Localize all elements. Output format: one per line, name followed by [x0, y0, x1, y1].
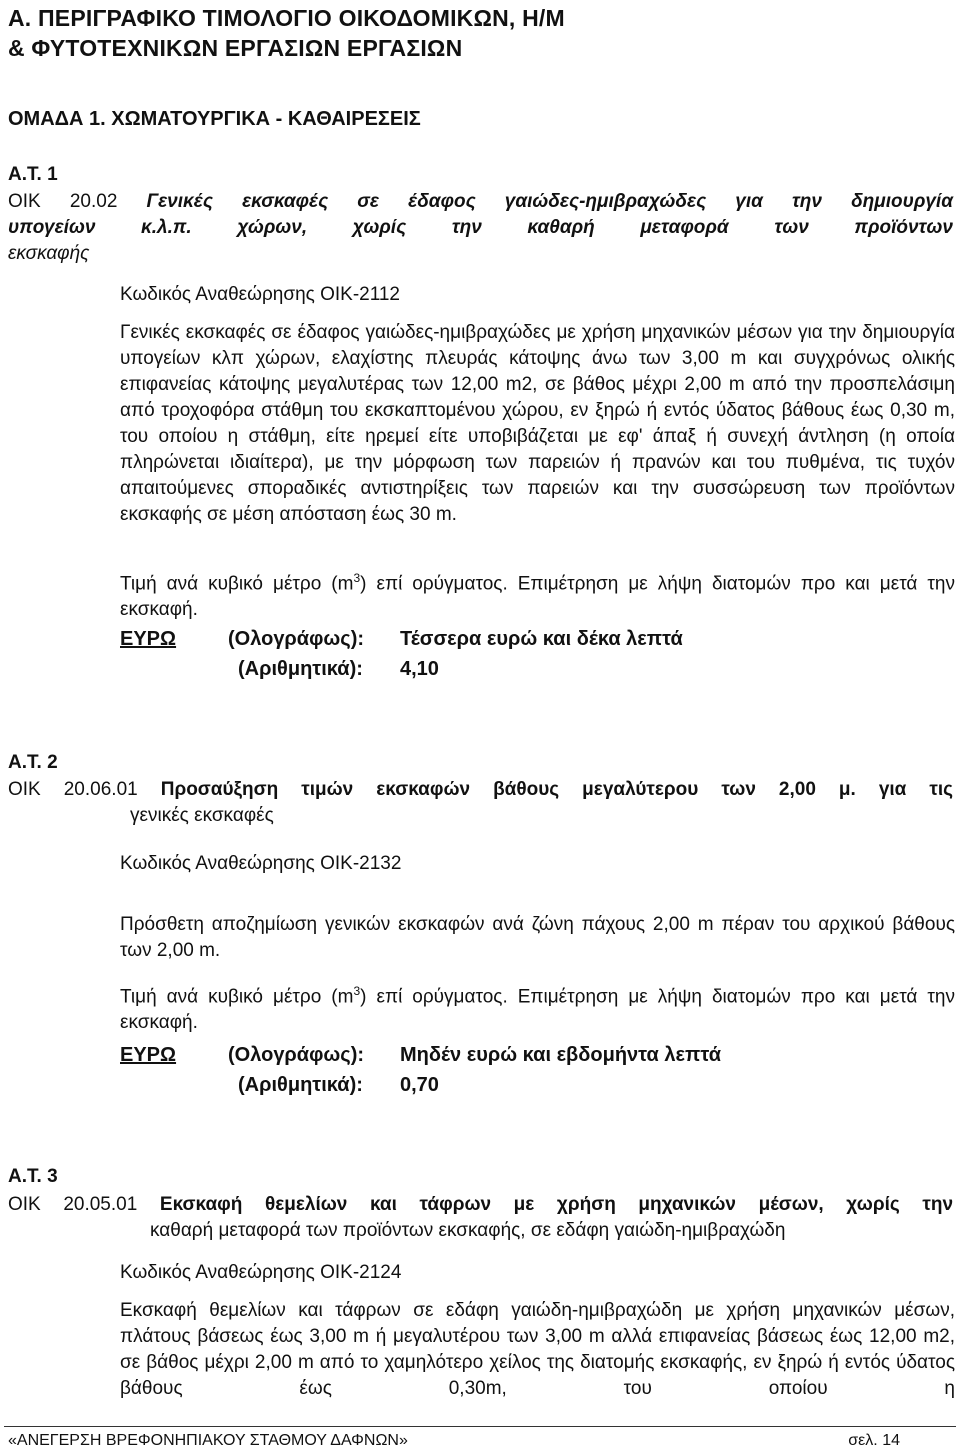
- article-2-price-note: [120, 978, 955, 1036]
- article-3-title-text-1: Εκσκαφή θεμελίων και τάφρων με χρήση μηχανικών μέσων, χωρίς την: [159, 1194, 954, 1215]
- article-1-title-line-3: εκσκαφής: [8, 243, 90, 264]
- number-value: 4,10: [400, 658, 439, 680]
- article-3-description: Εκσκαφή θεμελίων και τάφρων σε εδάφη γαιώδη-ημιβραχώδη με χρήση μηχανικών μέσων, πλάτους βάσεως έως 3,00 m ή μεγαλυτέρου των 3,00 m αλλά επιφανείας βάσεως έως 12,00 m2, σε βάθος μέχρι 2,00 m από το χαμηλότερο χείλος της διατομής εκσκαφής, εν ξηρώ ή εντός ύδατος βάθους έως 0,30m, του οποίου η: [120, 1300, 955, 1399]
- footer-project-title: «ΑΝΕΓΕΡΣΗ ΒΡΕΦΟΝΗΠΙΑΚΟΥ ΣΤΑΘΜΟΥ ΔΑΦΝΩΝ»: [8, 1432, 408, 1449]
- number-label: (Αριθμητικά):: [238, 1074, 363, 1096]
- words-value: Μηδέν ευρώ και εβδομήντα λεπτά: [400, 1044, 721, 1066]
- article-1-price-block: [120, 624, 920, 684]
- words-label: (Ολογράφως):: [228, 628, 365, 650]
- article-1-revision-code: Κωδικός Αναθεώρησης ΟΙΚ-2112: [120, 284, 400, 305]
- article-2-title-text-1: Προσαύξηση τιμών εκσκαφών βάθους μεγαλύτερου των 2,00 μ. για τις: [160, 779, 953, 800]
- article-1-price-note: [120, 565, 955, 623]
- article-1-title-text-2b: χώρων, χωρίς την καθαρή μεταφορά των προϊόντων: [237, 217, 953, 238]
- article-1-title-text-2a: υπογείων κ.λ.π.: [8, 217, 192, 238]
- price-note-pre: Τιμή ανά κυβικό μέτρο (m: [120, 573, 354, 595]
- article-2-title-line-2: γενικές εκσκαφές: [130, 805, 274, 826]
- price-note-post: ) επί ορύγματος. Επιμέτρηση με λήψη διατομών προ και μετά την εκσκαφή.: [120, 986, 955, 1034]
- article-1-title-line-1: [8, 189, 953, 215]
- article-1-at: Α.Τ. 1: [8, 164, 58, 185]
- article-1-title-text-1: Γενικές εκσκαφές σε έδαφος γαιώδες-ημιβραχώδες για την δημιουργία: [146, 191, 953, 212]
- article-2-title-line-1: [8, 777, 953, 803]
- article-2-at: Α.Τ. 2: [8, 752, 58, 773]
- price-note-sup: 3: [353, 571, 361, 585]
- article-2-code: ΟΙΚ 20.06.01: [8, 779, 138, 800]
- words-value: Τέσσερα ευρώ και δέκα λεπτά: [400, 628, 683, 650]
- article-3-revision-code: Κωδικός Αναθεώρησης ΟΙΚ-2124: [120, 1262, 402, 1283]
- article-2-price-block: [120, 1040, 920, 1100]
- article-1-code: ΟΙΚ 20.02: [8, 191, 118, 212]
- article-1-description: Γενικές εκσκαφές σε έδαφος γαιώδες-ημιβραχώδες με χρήση μηχανικών μέσων για την δημιουργία υπογείων κλπ χώρων, ελαχίστης πλευράς κάτοψης άνω των 3,00 m και συγχρόνως ολικής επιφανείας κάτοψης μεγαλυτέρας των 12,00 m2, σε βάθος μέχρι 2,00 m από την προσπελάσιμη από τροχοφόρα στάθμη του εκσκαπτομένου χώρου, εν ξηρώ ή εντός ύδατος βάθους έως 0,30 m, του οποίου η στάθμη, είτε ηρεμεί είτε υποβιβάζεται με εφ' άπαξ ή συνεχή άντληση (η οποία πληρώνεται ιδιαίτερα), με την μόρφωση των παρειών ή πρανών και του πυθμένα, τις τυχόν απαιτούμενες σποραδικές αντιστηρίξεις των παρειών και την συσσώρευση των προϊόντων εκσκαφής σε μέση απόσταση έως 30 m.: [120, 322, 955, 525]
- header-line-2: & ΦΥΤΟΤΕΧΝΙΚΩΝ ΕΡΓΑΣΙΩΝ ΕΡΓΑΣΙΩΝ: [8, 35, 463, 61]
- article-3-code: ΟΙΚ 20.05.01: [8, 1194, 138, 1215]
- group-title: ΟΜΑΔΑ 1. ΧΩΜΑΤΟΥΡΓΙΚΑ - ΚΑΘΑΙΡΕΣΕΙΣ: [8, 108, 421, 130]
- euro-label: ΕΥΡΩ: [120, 628, 177, 650]
- article-2-revision-code: Κωδικός Αναθεώρησης ΟΙΚ-2132: [120, 853, 402, 874]
- footer-divider: [4, 1426, 956, 1427]
- price-note-post: ) επί ορύγματος. Επιμέτρηση με λήψη διατομών προ και μετά την εκσκαφή.: [120, 573, 955, 621]
- header-line-1: Α. ΠΕΡΙΓΡΑΦΙΚΟ ΤΙΜΟΛΟΓΙΟ ΟΙΚΟΔΟΜΙΚΩΝ, Η/Μ: [8, 5, 565, 31]
- article-1-title-line-2: [8, 215, 953, 241]
- words-label: (Ολογράφως):: [228, 1044, 365, 1066]
- article-3-at: Α.Τ. 3: [8, 1166, 58, 1187]
- article-3-title-line-2: καθαρή μεταφορά των προϊόντων εκσκαφής, σε εδάφη γαιώδη-ημιβραχώδη: [150, 1220, 786, 1241]
- price-note-pre: Τιμή ανά κυβικό μέτρο (m: [120, 986, 354, 1008]
- footer-page-number: σελ. 14: [848, 1432, 900, 1449]
- price-note-sup: 3: [353, 984, 361, 998]
- article-2-description: Πρόσθετη αποζημίωση γενικών εκσκαφών ανά ζώνη πάχους 2,00 m πέραν του αρχικού βάθους των 2,00 m.: [120, 914, 955, 961]
- number-label: (Αριθμητικά):: [238, 658, 363, 680]
- number-value: 0,70: [400, 1074, 439, 1096]
- article-3-title-line-1: [8, 1192, 953, 1218]
- euro-label: ΕΥΡΩ: [120, 1044, 177, 1066]
